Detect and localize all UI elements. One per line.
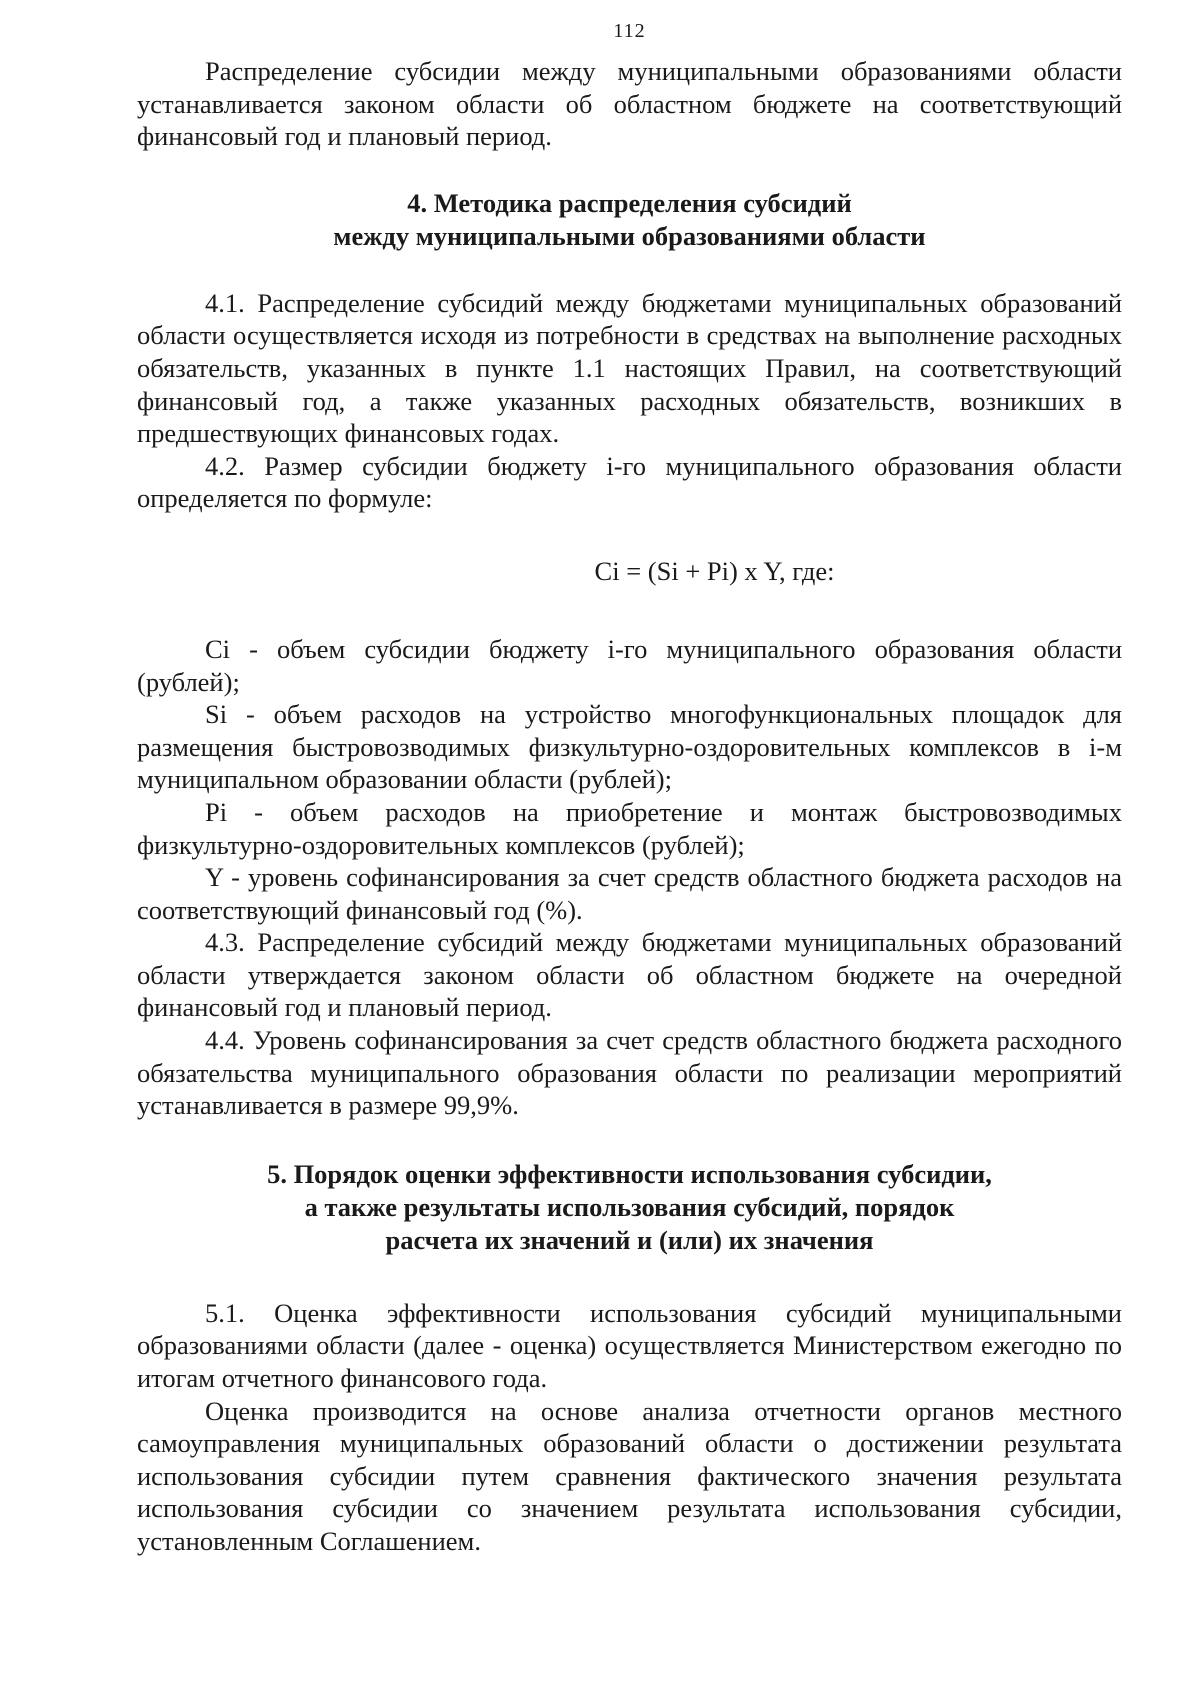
intro-paragraph: Распределение субсидии между муниципальными образованиями области устанавливается законом области об областном бюджете на соответствующий финансовый год и плановый период. (137, 56, 1122, 152)
paragraph-4-4: 4.4. Уровень софинансирования за счет средств областного бюджета расходного обязательства муниципального образования области по реализации мероприятий устанавливается в размере 99,9%. (137, 1025, 1122, 1121)
paragraph-4-1: 4.1. Распределение субсидий между бюджетами муниципальных образований области осуществляется исходя из потребности в средствах на выполнение расходных обязательств, указанных в пункте 1.1 настоящих Правил, на соответствующий финансовый год, а также указанных расходных обязательств, возникших в предшествующих финансовых годах. (137, 287, 1122, 449)
formula: Ci = (Si + Pi) x Y, где: (594, 555, 835, 586)
definition-y: Y - уровень софинансирования за счет средств областного бюджета расходов на соответствующий финансовый год (%). (137, 862, 1122, 925)
section-5-heading-line-1: 5. Порядок оценки эффективности использования субсидии, (267, 1158, 992, 1189)
section-4-heading-line-2: между муниципальными образованиями области (333, 220, 926, 251)
section-5-heading-line-3: расчета их значений и (или) их значения (385, 1224, 874, 1255)
definition-ci: Ci - объем субсидии бюджету i-го муниципального образования области (рублей); (137, 633, 1122, 697)
paragraph-5-2: Оценка производится на основе анализа отчетности органов местного самоуправления муниципальных образований области о достижении результата использования субсидии путем сравнения фактического значения результата использования субсидии со значением результата использования субсидии, установленным Соглашением. (137, 1395, 1122, 1556)
paragraph-5-1: 5.1. Оценка эффективности использования субсидий муниципальными образованиями области (далее - оценка) осуществляется Министерством ежегодно по итогам отчетного финансового года. (137, 1297, 1122, 1394)
section-4-heading (137, 187, 1122, 253)
section-5-heading (137, 1158, 1122, 1257)
document-page (137, 20, 1122, 1558)
page-number: 112 (613, 20, 646, 42)
paragraph-4-3: 4.3. Распределение субсидий между бюджетами муниципальных образований области утверждается законом области об областном бюджете на очередной финансовый год и плановый период. (137, 927, 1122, 1023)
definition-pi: Pi - объем расходов на приобретение и монтаж быстровозводимых физкультурно-оздоровительных комплексов (рублей); (137, 796, 1122, 860)
section-4-heading-line-1: 4. Методика распределения субсидий (407, 187, 852, 218)
definition-si: Si - объем расходов на устройство многофункциональных площадок для размещения быстровозводимых физкультурно-оздоровительных комплексов в i-м муниципальном образовании области (рублей); (137, 699, 1122, 795)
paragraph-4-2: 4.2. Размер субсидии бюджету i-го муниципального образования области определяется по формуле: (137, 450, 1122, 514)
section-5-heading-line-2: а также результаты использования субсидий, порядок (304, 1191, 955, 1222)
